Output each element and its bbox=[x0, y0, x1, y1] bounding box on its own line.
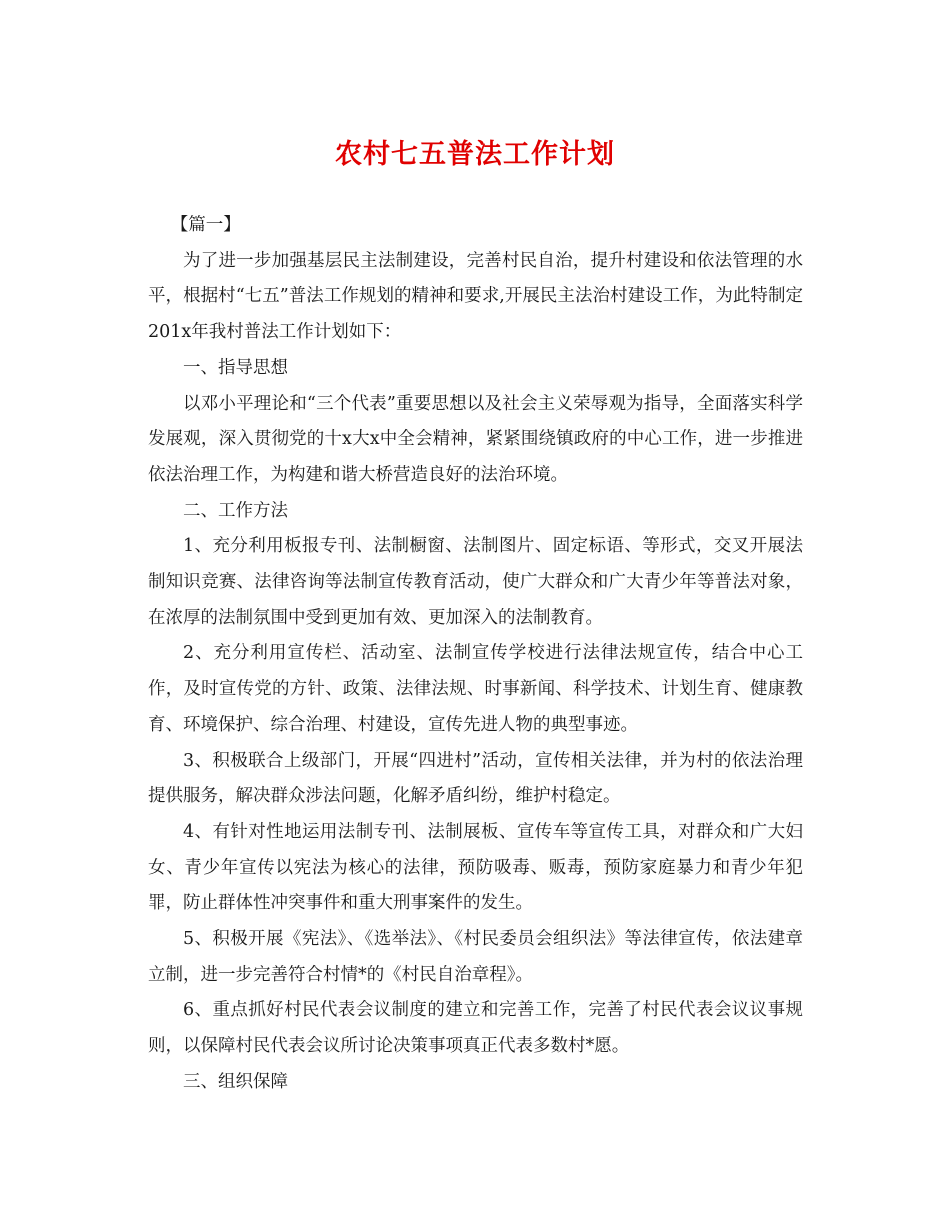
intro-paragraph: 为了进一步加强基层民主法制建设，完善村民自治，提升村建设和依法管理的水平，根据村“七五”普法工作规划的精神和要求,开展民主法治村建设工作，为此特制定201x年我村普法工作计划如下： bbox=[148, 250, 803, 343]
section3-heading: 三、组织保障 bbox=[183, 1071, 288, 1092]
document-title: 农村七五普法工作计划 bbox=[335, 139, 615, 170]
method-item-5: 5、积极开展《宪法》、《选举法》、《村民委员会组织法》等法律宣传，依法建章立制，进一步完善符合村情*的《村民自治章程》。 bbox=[148, 929, 803, 985]
method-item-6: 6、重点抓好村民代表会议制度的建立和完善工作，完善了村民代表会议议事规则，以保障村民代表会议所讨论决策事项真正代表多数村*愿。 bbox=[148, 1000, 803, 1057]
method-item-3: 3、积极联合上级部门，开展“四进村”活动，宣传相关法律，并为村的依法治理提供服务，解决群众涉法问题，化解矛盾纠纷，维护村稳定。 bbox=[148, 750, 803, 807]
part-label: 【篇一】 bbox=[170, 215, 241, 235]
document-body bbox=[148, 208, 803, 1101]
section1-paragraph: 以邓小平理论和“三个代表”重要思想以及社会主义荣辱观为指导，全面落实科学发展观，深入贯彻党的十x大x中全会精神，紧紧围绕镇政府的中心工作，进一步推进依法治理工作，为构建和谐大桥营造良好的法治环境。 bbox=[148, 393, 803, 485]
method-item-2: 2、充分利用宣传栏、活动室、法制宣传学校进行法律法规宣传，结合中心工作，及时宣传党的方针、政策、法律法规、时事新闻、科学技术、计划生育、健康教育、环境保护、综合治理、村建设，宣传先进人物的典型事迹。 bbox=[148, 643, 803, 735]
section1-heading: 一、指导思想 bbox=[183, 357, 288, 378]
method-item-4: 4、有针对性地运用法制专刊、法制展板、宣传车等宣传工具，对群众和广大妇女、青少年宣传以宪法为核心的法律，预防吸毒、贩毒，预防家庭暴力和青少年犯罪，防止群体性冲突事件和重大刑事案件的发生。 bbox=[148, 821, 803, 914]
method-item-1: 1、充分利用板报专刊、法制橱窗、法制图片、固定标语、等形式，交叉开展法制知识竞赛、法律咨询等法制宣传教育活动，使广大群众和广大青少年等普法对象，在浓厚的法制氛围中受到更加有效、更加深入的法制教育。 bbox=[148, 536, 803, 628]
section2-heading: 二、工作方法 bbox=[183, 500, 288, 521]
